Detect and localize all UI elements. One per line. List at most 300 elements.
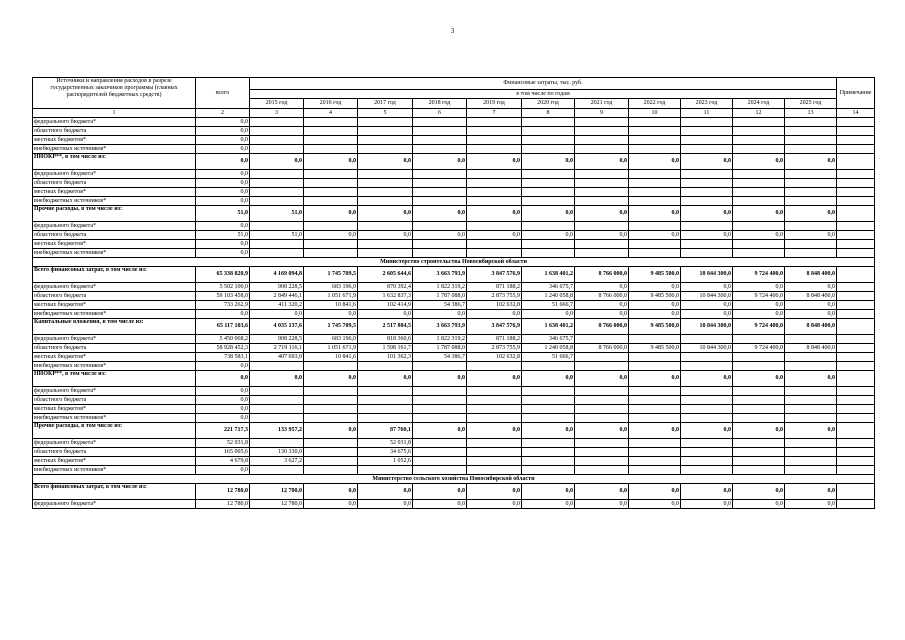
- year-header: 2023 год: [681, 99, 733, 109]
- value-cell: [358, 127, 413, 136]
- value-cell: [250, 405, 304, 414]
- value-cell: [575, 197, 629, 206]
- note-cell: [837, 145, 875, 154]
- value-cell: [522, 405, 575, 414]
- value-cell: 10 844 300,0: [681, 267, 733, 283]
- value-cell: 0,0: [629, 310, 681, 319]
- value-cell: 0,0: [522, 484, 575, 500]
- value-cell: [467, 414, 522, 423]
- value-cell: 0,0: [196, 310, 250, 319]
- value-cell: 0,0: [304, 423, 358, 439]
- value-cell: 3 663 793,9: [413, 267, 467, 283]
- financial-costs-header: Финансовые затраты, тыс. руб.: [250, 78, 837, 90]
- value-cell: 9 724 400,0: [733, 344, 785, 353]
- row-label: областного бюджета: [33, 448, 196, 457]
- value-cell: [304, 249, 358, 258]
- value-cell: [629, 222, 681, 231]
- row-label: областного бюджета: [33, 344, 196, 353]
- value-cell: [358, 118, 413, 127]
- value-cell: 0,0: [575, 283, 629, 292]
- value-cell: [413, 405, 467, 414]
- value-cell: [681, 387, 733, 396]
- note-cell: [837, 222, 875, 231]
- note-cell: [837, 396, 875, 405]
- value-cell: [575, 170, 629, 179]
- value-cell: 0,0: [629, 206, 681, 222]
- value-cell: [629, 405, 681, 414]
- column-number: 9: [575, 109, 629, 118]
- value-cell: 51,0: [250, 206, 304, 222]
- value-cell: 407 693,0: [250, 353, 304, 362]
- value-cell: [785, 414, 837, 423]
- value-cell: [413, 136, 467, 145]
- value-cell: [250, 222, 304, 231]
- column-number: 13: [785, 109, 837, 118]
- value-cell: [785, 405, 837, 414]
- value-cell: [413, 118, 467, 127]
- value-cell: [413, 179, 467, 188]
- row-label: местных бюджетов*: [33, 136, 196, 145]
- note-cell: [837, 362, 875, 371]
- column-number: 8: [522, 109, 575, 118]
- value-cell: 0,0: [196, 362, 250, 371]
- year-header: 2021 год: [575, 99, 629, 109]
- table-row: [33, 362, 875, 371]
- value-cell: 3 627,2: [250, 457, 304, 466]
- value-cell: 0,0: [358, 206, 413, 222]
- row-label: федерального бюджета*: [33, 283, 196, 292]
- value-cell: [467, 222, 522, 231]
- value-cell: [358, 414, 413, 423]
- value-cell: [681, 405, 733, 414]
- value-cell: [785, 439, 837, 448]
- value-cell: [413, 387, 467, 396]
- value-cell: [681, 222, 733, 231]
- value-cell: 1 598 161,7: [358, 344, 413, 353]
- value-cell: [304, 414, 358, 423]
- note-cell: [837, 439, 875, 448]
- value-cell: 0,0: [467, 423, 522, 439]
- value-cell: 9 724 400,0: [733, 292, 785, 301]
- value-cell: 0,0: [681, 301, 733, 310]
- value-cell: [250, 188, 304, 197]
- value-cell: [304, 396, 358, 405]
- value-cell: 0,0: [413, 423, 467, 439]
- value-cell: 0,0: [733, 371, 785, 387]
- value-cell: 2 605 644,6: [358, 267, 413, 283]
- row-label: областного бюджета: [33, 396, 196, 405]
- table-row: [33, 423, 875, 439]
- value-cell: [467, 127, 522, 136]
- value-cell: [733, 414, 785, 423]
- value-cell: [467, 405, 522, 414]
- value-cell: [304, 145, 358, 154]
- value-cell: 0,0: [196, 118, 250, 127]
- table-row: [33, 319, 875, 335]
- note-cell: [837, 154, 875, 170]
- value-cell: [575, 448, 629, 457]
- value-cell: 0,0: [358, 371, 413, 387]
- value-cell: 0,0: [629, 154, 681, 170]
- section-row: [33, 475, 875, 484]
- value-cell: [681, 170, 733, 179]
- table-row: [33, 206, 875, 222]
- value-cell: 101 362,3: [358, 353, 413, 362]
- value-cell: [358, 240, 413, 249]
- financing-table: [32, 77, 875, 509]
- value-cell: 0,0: [250, 154, 304, 170]
- value-cell: 0,0: [304, 371, 358, 387]
- value-cell: 0,0: [196, 371, 250, 387]
- value-cell: [467, 457, 522, 466]
- value-cell: 0,0: [681, 283, 733, 292]
- row-label: федерального бюджета*: [33, 118, 196, 127]
- value-cell: [733, 405, 785, 414]
- value-cell: [785, 396, 837, 405]
- value-cell: 0,0: [196, 145, 250, 154]
- value-cell: [250, 387, 304, 396]
- row-label: внебюджетных источников*: [33, 249, 196, 258]
- note-cell: [837, 344, 875, 353]
- value-cell: [467, 240, 522, 249]
- value-cell: [358, 405, 413, 414]
- note-cell: [837, 371, 875, 387]
- row-label: федерального бюджета*: [33, 387, 196, 396]
- column-number: 3: [250, 109, 304, 118]
- value-cell: 0,0: [467, 371, 522, 387]
- value-cell: 0,0: [304, 310, 358, 319]
- value-cell: [304, 179, 358, 188]
- value-cell: [304, 448, 358, 457]
- value-cell: [250, 249, 304, 258]
- value-cell: 871 188,2: [467, 283, 522, 292]
- note-cell: [837, 466, 875, 475]
- value-cell: [358, 466, 413, 475]
- table-row: [33, 267, 875, 283]
- value-cell: [522, 448, 575, 457]
- value-cell: 1 787 088,0: [413, 344, 467, 353]
- note-cell: [837, 283, 875, 292]
- value-cell: 0,0: [196, 405, 250, 414]
- value-cell: 0,0: [785, 301, 837, 310]
- value-cell: 1 632 837,3: [358, 292, 413, 301]
- value-cell: [358, 387, 413, 396]
- value-cell: [522, 188, 575, 197]
- value-cell: 0,0: [522, 154, 575, 170]
- year-header: 2019 год: [467, 99, 522, 109]
- table-row: [33, 484, 875, 500]
- value-cell: 8 766 000,0: [575, 267, 629, 283]
- value-cell: 4 035 137,6: [250, 319, 304, 335]
- table-row: [33, 439, 875, 448]
- value-cell: 1 638 401,2: [522, 319, 575, 335]
- value-cell: 0,0: [196, 249, 250, 258]
- value-cell: 0,0: [196, 240, 250, 249]
- value-cell: [358, 170, 413, 179]
- value-cell: 0,0: [785, 154, 837, 170]
- value-cell: 2 719 116,1: [250, 344, 304, 353]
- value-cell: [522, 396, 575, 405]
- value-cell: [681, 396, 733, 405]
- year-header: 2016 год: [304, 99, 358, 109]
- column-number: 4: [304, 109, 358, 118]
- value-cell: 0,0: [629, 371, 681, 387]
- value-cell: 9 724 400,0: [733, 267, 785, 283]
- note-cell: [837, 405, 875, 414]
- value-cell: 411 320,2: [250, 301, 304, 310]
- value-cell: 3 847 576,9: [467, 319, 522, 335]
- value-cell: [250, 396, 304, 405]
- value-cell: 0,0: [196, 127, 250, 136]
- row-label: внебюджетных источников*: [33, 197, 196, 206]
- value-cell: 0,0: [575, 301, 629, 310]
- value-cell: [785, 240, 837, 249]
- table-row: [33, 301, 875, 310]
- value-cell: 1 240 058,8: [522, 344, 575, 353]
- value-cell: [467, 179, 522, 188]
- value-cell: 8 848 400,0: [785, 319, 837, 335]
- value-cell: [681, 136, 733, 145]
- value-cell: 0,0: [413, 484, 467, 500]
- value-cell: [733, 179, 785, 188]
- value-cell: [575, 136, 629, 145]
- value-cell: 870 392,4: [358, 283, 413, 292]
- notes-column-header: Примечание: [837, 78, 875, 109]
- value-cell: [629, 145, 681, 154]
- table-row: [33, 231, 875, 240]
- value-cell: 51,0: [250, 231, 304, 240]
- value-cell: [629, 353, 681, 362]
- value-cell: [413, 170, 467, 179]
- value-cell: 9 485 500,0: [629, 319, 681, 335]
- note-cell: [837, 292, 875, 301]
- value-cell: 0,0: [196, 170, 250, 179]
- value-cell: 0,0: [681, 231, 733, 240]
- value-cell: 221 717,3: [196, 423, 250, 439]
- value-cell: [358, 145, 413, 154]
- value-cell: 0,0: [681, 500, 733, 509]
- value-cell: 0,0: [733, 301, 785, 310]
- note-cell: [837, 353, 875, 362]
- value-cell: [304, 170, 358, 179]
- value-cell: 0,0: [733, 231, 785, 240]
- value-cell: [522, 457, 575, 466]
- value-cell: [250, 170, 304, 179]
- value-cell: 0,0: [250, 371, 304, 387]
- value-cell: [413, 466, 467, 475]
- value-cell: 8 848 400,0: [785, 344, 837, 353]
- value-cell: [681, 145, 733, 154]
- table-row: [33, 396, 875, 405]
- value-cell: [250, 136, 304, 145]
- row-label: местных бюджетов*: [33, 405, 196, 414]
- value-cell: [358, 222, 413, 231]
- value-cell: [467, 118, 522, 127]
- table-row: [33, 500, 875, 509]
- value-cell: 0,0: [575, 310, 629, 319]
- value-cell: [250, 127, 304, 136]
- value-cell: 0,0: [358, 310, 413, 319]
- value-cell: 10 844 300,0: [681, 344, 733, 353]
- note-cell: [837, 448, 875, 457]
- value-cell: [629, 240, 681, 249]
- row-label: местных бюджетов*: [33, 457, 196, 466]
- value-cell: 0,0: [629, 423, 681, 439]
- section-row: [33, 258, 875, 267]
- column-number: 12: [733, 109, 785, 118]
- value-cell: [575, 127, 629, 136]
- value-cell: 0,0: [785, 371, 837, 387]
- table-row: [33, 136, 875, 145]
- value-cell: 51 666,7: [522, 301, 575, 310]
- value-cell: 12 780,0: [250, 500, 304, 509]
- value-cell: 0,0: [522, 371, 575, 387]
- value-cell: [575, 387, 629, 396]
- value-cell: 818 360,6: [358, 335, 413, 344]
- value-cell: [733, 118, 785, 127]
- value-cell: [575, 179, 629, 188]
- table-row: [33, 387, 875, 396]
- value-cell: 1 822 319,2: [413, 335, 467, 344]
- value-cell: 0,0: [733, 154, 785, 170]
- value-cell: [681, 439, 733, 448]
- value-cell: 0,0: [304, 154, 358, 170]
- value-cell: 0,0: [196, 136, 250, 145]
- table-row: [33, 188, 875, 197]
- value-cell: [785, 249, 837, 258]
- value-cell: 0,0: [304, 231, 358, 240]
- value-cell: [413, 188, 467, 197]
- value-cell: 0,0: [733, 283, 785, 292]
- value-cell: [413, 414, 467, 423]
- value-cell: [629, 457, 681, 466]
- value-cell: [629, 249, 681, 258]
- value-cell: [304, 387, 358, 396]
- value-cell: [733, 353, 785, 362]
- value-cell: [250, 466, 304, 475]
- value-cell: 5 502 100,0: [196, 283, 250, 292]
- year-header: 2017 год: [358, 99, 413, 109]
- note-cell: [837, 170, 875, 179]
- note-cell: [837, 197, 875, 206]
- value-cell: 683 196,0: [304, 335, 358, 344]
- note-cell: [837, 457, 875, 466]
- note-cell: [837, 310, 875, 319]
- value-cell: [733, 335, 785, 344]
- value-cell: [467, 188, 522, 197]
- value-cell: [733, 136, 785, 145]
- value-cell: 102 632,8: [467, 353, 522, 362]
- value-cell: [629, 188, 681, 197]
- row-label: местных бюджетов*: [33, 240, 196, 249]
- value-cell: [467, 170, 522, 179]
- value-cell: 871 188,2: [467, 335, 522, 344]
- row-label: федерального бюджета*: [33, 500, 196, 509]
- note-cell: [837, 206, 875, 222]
- row-label: федерального бюджета*: [33, 170, 196, 179]
- value-cell: [681, 457, 733, 466]
- value-cell: [304, 188, 358, 197]
- row-label: Капитальные вложения, в том числе из:: [33, 319, 196, 335]
- row-label: внебюджетных источников*: [33, 466, 196, 475]
- value-cell: [785, 448, 837, 457]
- value-cell: 1 240 058,8: [522, 292, 575, 301]
- value-cell: [250, 362, 304, 371]
- value-cell: [785, 136, 837, 145]
- value-cell: [733, 466, 785, 475]
- value-cell: [681, 240, 733, 249]
- value-cell: [304, 439, 358, 448]
- value-cell: 9 485 500,0: [629, 267, 681, 283]
- value-cell: 4 169 094,8: [250, 267, 304, 283]
- note-cell: [837, 249, 875, 258]
- value-cell: [467, 145, 522, 154]
- value-cell: 1 745 709,5: [304, 267, 358, 283]
- value-cell: 65 117 103,6: [196, 319, 250, 335]
- value-cell: 0,0: [522, 500, 575, 509]
- value-cell: 1 052,6: [358, 457, 413, 466]
- value-cell: 51 666,7: [522, 353, 575, 362]
- value-cell: 733 262,9: [196, 301, 250, 310]
- row-label: федерального бюджета*: [33, 222, 196, 231]
- value-cell: 0,0: [575, 206, 629, 222]
- value-cell: [413, 240, 467, 249]
- column-number: 10: [629, 109, 681, 118]
- value-cell: [467, 136, 522, 145]
- value-cell: 10 841,6: [304, 353, 358, 362]
- value-cell: [629, 387, 681, 396]
- value-cell: [681, 118, 733, 127]
- value-cell: [785, 127, 837, 136]
- value-cell: [413, 222, 467, 231]
- value-cell: 0,0: [467, 231, 522, 240]
- value-cell: 58 928 452,3: [196, 344, 250, 353]
- value-cell: 0,0: [575, 500, 629, 509]
- value-cell: [733, 396, 785, 405]
- value-cell: [733, 222, 785, 231]
- year-header: 2018 год: [413, 99, 467, 109]
- value-cell: 8 766 000,0: [575, 344, 629, 353]
- value-cell: [575, 396, 629, 405]
- column-number: 5: [358, 109, 413, 118]
- note-cell: [837, 319, 875, 335]
- value-cell: 0,0: [196, 188, 250, 197]
- value-cell: [304, 457, 358, 466]
- row-label: НИОКР**, в том числе из:: [33, 154, 196, 170]
- column-number: 6: [413, 109, 467, 118]
- value-cell: 0,0: [304, 206, 358, 222]
- value-cell: 0,0: [196, 414, 250, 423]
- value-cell: 9 485 500,0: [629, 344, 681, 353]
- value-cell: [522, 249, 575, 258]
- value-cell: [304, 362, 358, 371]
- value-cell: [629, 396, 681, 405]
- value-cell: [733, 362, 785, 371]
- value-cell: [250, 118, 304, 127]
- value-cell: [785, 179, 837, 188]
- value-cell: 65 338 820,9: [196, 267, 250, 283]
- value-cell: 0,0: [575, 154, 629, 170]
- row-label: Прочие расходы, в том числе из:: [33, 206, 196, 222]
- value-cell: 10 844 300,0: [681, 292, 733, 301]
- page-number: 3: [450, 27, 455, 35]
- value-cell: 1 745 709,5: [304, 319, 358, 335]
- value-cell: 0,0: [358, 231, 413, 240]
- value-cell: [733, 145, 785, 154]
- value-cell: 0,0: [413, 310, 467, 319]
- column-number: 7: [467, 109, 522, 118]
- section-title: Министерство строительства Новосибирской области: [33, 258, 875, 267]
